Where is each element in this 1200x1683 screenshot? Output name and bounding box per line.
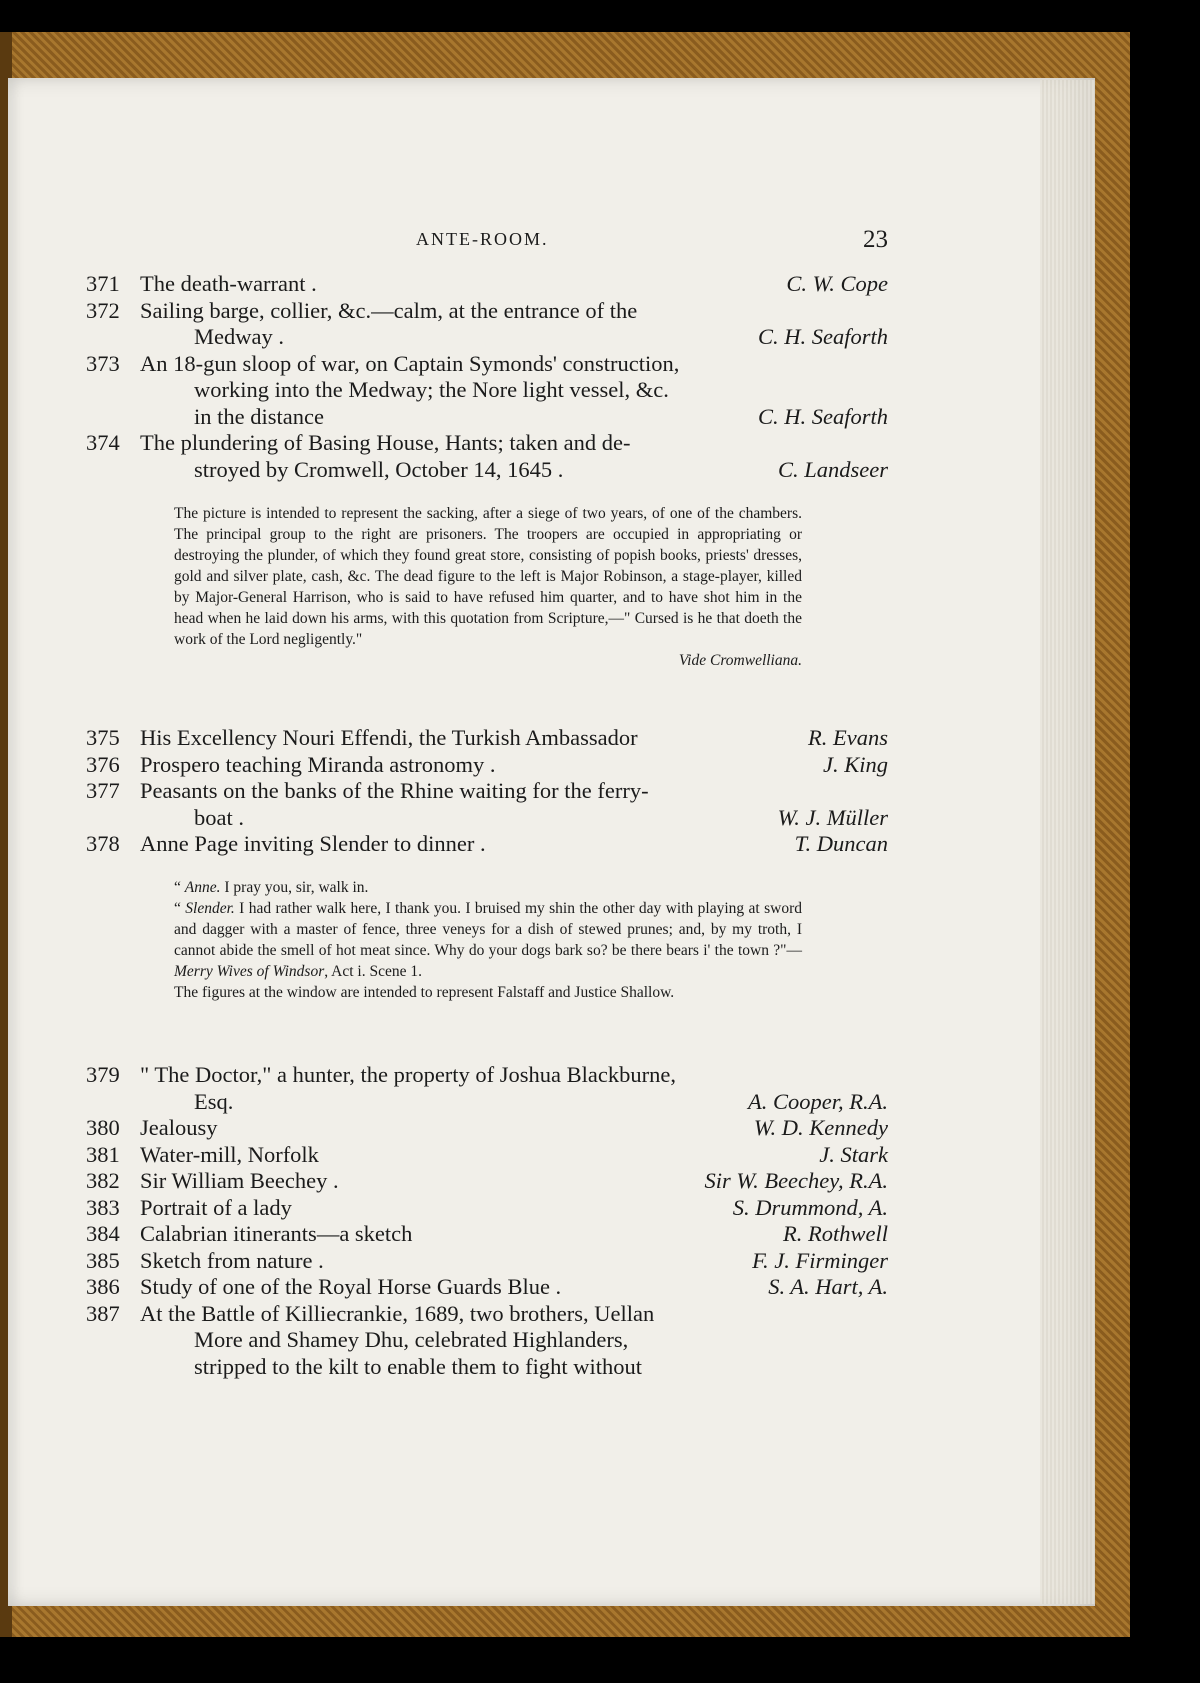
entry-title: " The Doctor," a hunter, the property of Joshua Blackburne,	[140, 1062, 677, 1087]
entry-number: 379	[86, 1062, 120, 1087]
entry-title: An 18-gun sloop of war, on Captain Symonds' construction,	[140, 350, 680, 376]
catalogue-entry-376	[86, 752, 888, 779]
entry-title: The plundering of Basing House, Hants; taken and de-	[140, 430, 631, 455]
entry-title: Jealousy	[140, 1115, 218, 1140]
entry-artist: A. Cooper, R.A.	[748, 1088, 888, 1114]
entry-artist: S. Drummond, A.	[732, 1194, 888, 1220]
page-edges	[1040, 80, 1095, 1604]
catalogue-entry-387	[86, 1301, 888, 1381]
running-title: ANTE-ROOM.	[416, 229, 549, 249]
catalogue-entries-379-387	[86, 1062, 888, 1380]
note-378	[174, 877, 802, 1003]
entry-title: Prospero teaching Miranda astronomy .	[140, 751, 496, 777]
quote-slender: “ Slender. I had rather walk here, I thank you. I bruised my shin the other day with playing at sword and dagger with a master of fence, three veneys for a dish of stewed prunes; and, by my troth, I cannot abide the smell of hot meat since. Why do your dogs bark so? be there bears i' the town ?"—Merry Wives of Windsor, Act i. Scene 1.	[174, 900, 802, 980]
note-figures: The figures at the window are intended to represent Falstaff and Justice Shallow.	[174, 984, 675, 1001]
entry-artist: R. Rothwell	[783, 1221, 888, 1246]
entry-number: 382	[86, 1168, 120, 1193]
catalogue-entry-385	[86, 1248, 888, 1275]
entry-title: The death-warrant .	[140, 271, 317, 296]
catalogue-entry-383	[86, 1195, 888, 1222]
entry-number: 381	[86, 1141, 120, 1167]
catalogue-entry-375	[86, 725, 888, 752]
entry-number: 386	[86, 1274, 120, 1299]
catalogue-entry-380	[86, 1115, 888, 1142]
entry-number: 372	[86, 297, 120, 323]
entry-title: Calabrian itinerants—a sketch	[140, 1221, 413, 1246]
catalogue-entry-377	[86, 778, 888, 831]
catalogue-entry-384	[86, 1221, 888, 1248]
entry-title-continued: More and Shamey Dhu, celebrated Highlanders,	[194, 1327, 629, 1352]
quote-anne: “ Anne. I pray you, sir, walk in.	[174, 879, 369, 896]
entry-artist: F. J. Firminger	[752, 1247, 888, 1273]
entry-number: 387	[86, 1300, 120, 1326]
entry-artist: C. H. Seaforth	[757, 403, 888, 429]
entry-number: 373	[86, 350, 120, 376]
entry-title: Portrait of a lady	[140, 1194, 292, 1220]
catalogue-entry-379	[86, 1062, 888, 1115]
catalogue-entry-372	[86, 298, 888, 351]
catalogue-entry-378	[86, 831, 888, 858]
entry-artist: R. Evans	[808, 725, 888, 750]
entry-title: His Excellency Nouri Effendi, the Turkish Ambassador	[140, 725, 638, 750]
entry-title: Sir William Beechey .	[140, 1168, 339, 1193]
entry-number: 376	[86, 751, 120, 777]
note-text: The picture is intended to represent the sacking, after a siege of two years, of one of the chambers. The principal group to the right are prisoners. The troopers are occupied in appropriating or destroying the plunder, of which they found great store, consisting of popish books, priests' dresses, gold and silver plate, cash, &c. The dead figure to the left is Major Robinson, a stage-player, killed by Major-General Harrison, who is said to have refused him quarter, and to have shot him in the head when he laid down his arms, with this quotation from Scripture,—" Cursed is he that doeth the work of the Lord negligently."	[174, 505, 802, 648]
entry-title: Water-mill, Norfolk	[140, 1141, 319, 1167]
entry-number: 374	[86, 430, 120, 455]
note-374	[174, 503, 802, 671]
entry-artist: J. Stark	[819, 1141, 888, 1167]
entry-artist: S. A. Hart, A.	[768, 1274, 888, 1299]
entry-artist: C. Landseer	[777, 456, 888, 482]
entry-title-continued: in the distance	[194, 403, 324, 429]
entry-artist: J. King	[823, 751, 888, 777]
entry-title-continued: stripped to the kilt to enable them to fight without	[194, 1353, 643, 1379]
entry-title: Sketch from nature .	[140, 1247, 324, 1273]
entry-title-continued: working into the Medway; the Nore light vessel, &c.	[194, 377, 669, 402]
entry-number: 371	[86, 271, 120, 296]
entry-artist: T. Duncan	[794, 831, 888, 856]
catalogue-entries-371-374	[86, 271, 888, 483]
entry-title-continued: stroyed by Cromwell, October 14, 1645 .	[194, 456, 564, 482]
catalogue-entry-373	[86, 351, 888, 431]
catalogue-entry-386	[86, 1274, 888, 1301]
entry-title-continued: boat .	[194, 804, 244, 830]
note-citation: Vide Cromwelliana.	[678, 652, 802, 669]
entry-title: Sailing barge, collier, &c.—calm, at the entrance of the	[140, 297, 638, 323]
entry-title: Peasants on the banks of the Rhine waiting for the ferry-	[140, 778, 649, 803]
catalogue-entries-375-378	[86, 725, 888, 858]
entry-title: Anne Page inviting Slender to dinner .	[140, 831, 486, 856]
entry-artist: W. D. Kennedy	[753, 1115, 888, 1140]
entry-title-continued: Medway .	[194, 324, 284, 349]
running-head	[86, 226, 888, 256]
entry-artist: Sir W. Beechey, R.A.	[704, 1168, 888, 1193]
entry-number: 385	[86, 1247, 120, 1273]
entry-number: 378	[86, 831, 120, 856]
catalogue-entry-381	[86, 1142, 888, 1169]
catalogue-entry-374	[86, 430, 888, 483]
entry-number: 375	[86, 725, 120, 750]
catalogue-entry-382	[86, 1168, 888, 1195]
entry-title: At the Battle of Killiecrankie, 1689, two brothers, Uellan	[140, 1300, 655, 1326]
entry-title: Study of one of the Royal Horse Guards Blue .	[140, 1274, 562, 1299]
entry-number: 383	[86, 1194, 120, 1220]
page-number: 23	[863, 226, 888, 253]
entry-artist: W. J. Müller	[777, 804, 888, 830]
entry-number: 377	[86, 778, 120, 803]
entry-artist: C. H. Seaforth	[757, 324, 888, 349]
entry-artist: C. W. Cope	[786, 271, 888, 296]
entry-number: 384	[86, 1221, 120, 1246]
entry-number: 380	[86, 1115, 120, 1140]
entry-title-continued: Esq.	[194, 1088, 234, 1114]
catalogue-entry-371	[86, 271, 888, 298]
